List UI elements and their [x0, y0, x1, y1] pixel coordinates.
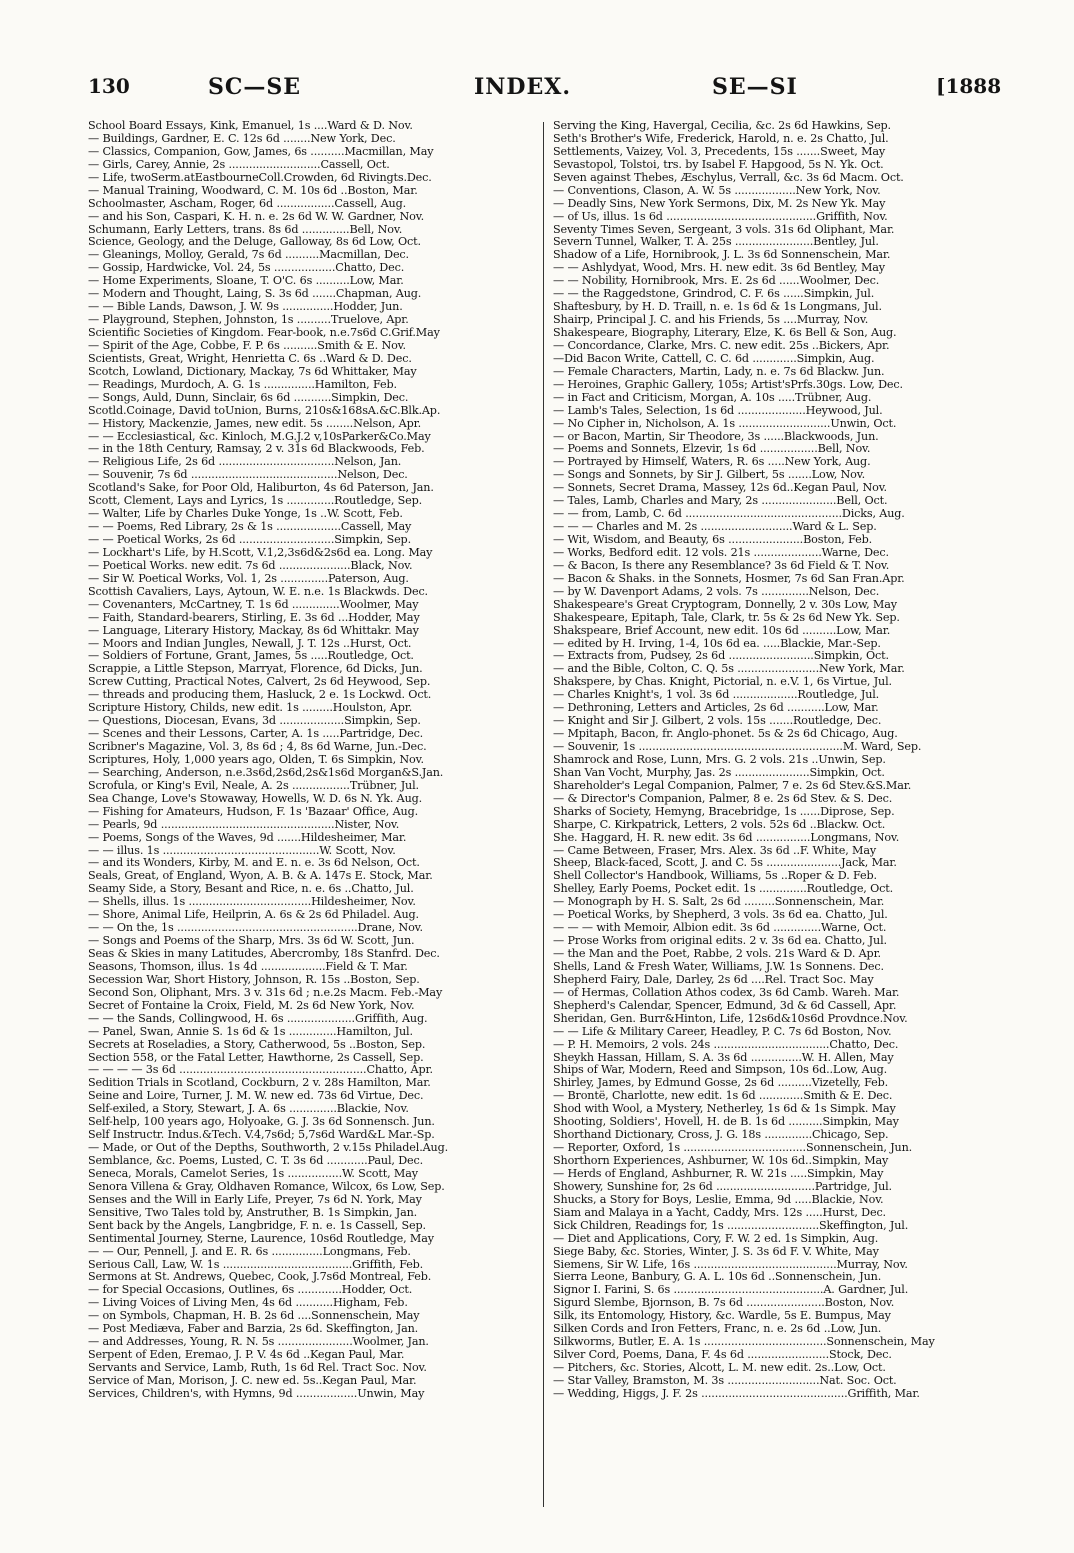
index-entry: — Playground, Stephen, Johnston, 1s ..........Truelove, Apr.: [88, 314, 409, 327]
index-entry: Screw Cutting, Practical Notes, Calvert, 2s 6d Heywood, Sep.: [88, 676, 431, 689]
index-entry: Sheep, Black-faced, Scott, J. and C. 5s ......................Jack, Mar.: [553, 857, 897, 870]
index-entry: Shorthorn Experiences, Ashburner, W. 10s 6d..Simpkin, May: [553, 1155, 889, 1167]
index-entry: Shooting, Soldiers', Hovell, H. de B. 1s 6d ..........Simpkin, May: [553, 1116, 899, 1129]
index-entry: — No Cipher in, Nicholson, A. 1s ...........................Unwin, Oct.: [553, 417, 897, 430]
index-entry: — Made, or Out of the Depths, Southworth, 2 v.15s Philadel.Aug.: [88, 1142, 449, 1155]
index-entry: Scientific Societies of Kingdom. Fear-book, n.e.7s6d C.Grif.May: [88, 327, 440, 339]
index-entry: — Gleanings, Molloy, Gerald, 7s 6d ..........Macmillan, Dec.: [88, 249, 409, 262]
column-divider: [543, 122, 544, 1507]
index-entry: — Shells, illus. 1s ....................................Hildesheimer, Nov.: [88, 896, 416, 909]
index-entry: — — Ashlydyat, Wood, Mrs. H. new edit. 3s 6d Bentley, May: [553, 262, 885, 275]
index-entry: — Pearls, 9d ...................................................Nister, Nov.: [88, 818, 400, 831]
index-entry: Shepherd Fairy, Dale, Darley, 2s 6d ....Rel. Tract Soc. May: [553, 973, 874, 986]
index-entry: — Religious Life, 2s 6d ..................................Nelson, Jan.: [88, 456, 402, 469]
index-entry: Self Instructr. Indus.&Tech. V.4,7s6d; 5,7s6d Ward&L Mar.-Sp.: [88, 1129, 435, 1142]
index-entry: — Brontë, Charlotte, new edit. 1s 6d .............Smith & E. Dec.: [553, 1090, 893, 1103]
index-entry: — and Addresses, Young, R. N. 5s ......................Woolmer, Jan.: [88, 1336, 429, 1349]
index-entry: Service of Man, Morison, J. C. new ed. 5s..Kegan Paul, Mar.: [88, 1374, 417, 1387]
index-entry: — Works, Bedford edit. 12 vols. 21s ....................Warne, Dec.: [553, 546, 889, 559]
index-entry: Seasons, Thomson, illus. 1s 4d ...................Field & T. Mar.: [88, 960, 408, 973]
index-entry: — Girls, Carey, Annie, 2s ...........................Cassell, Oct.: [88, 158, 390, 171]
index-entry: Sentimental Journey, Sterne, Laurence, 10s6d Routledge, May: [88, 1232, 434, 1245]
index-entry: She. Haggard, H. R. new edit. 3s 6d ................Longmans, Nov.: [553, 831, 900, 844]
index-entry: Siege Baby, &c. Stories, Winter, J. S. 3s 6d F. V. White, May: [553, 1245, 879, 1258]
index-entry: Shelley, Early Poems, Pocket edit. 1s ..............Routledge, Oct.: [553, 883, 893, 896]
index-entry: — Lockhart's Life, by H.Scott, V.1,2,3s6d&2s6d ea. Long. May: [88, 546, 433, 559]
index-entry: — Lamb's Tales, Selection, 1s 6d ....................Heywood, Jul.: [553, 404, 883, 417]
index-entry: — for Special Occasions, Outlines, 6s .............Hodder, Oct.: [88, 1284, 413, 1297]
index-entry: Sharks of Society, Hemyng, Bracebridge, 1s ......Diprose, Sep.: [553, 805, 895, 818]
index-entry: Shadow of a Life, Hornibrook, J. L. 3s 6d Sonnenschein, Mar.: [553, 249, 891, 262]
index-entry: Silkworms, Butler, E. A. 1s ....................................Sonnenschein, May: [553, 1336, 935, 1349]
index-entry: Scrofula, or King's Evil, Neale, A. 2s .................Trübner, Jul.: [88, 779, 419, 792]
index-entry: Sensitive, Two Tales told by, Anstruther, B. 1s Simpkin, Jan.: [88, 1206, 418, 1219]
index-entry: Scott, Clement, Lays and Lyrics, 1s ..............Routledge, Sep.: [88, 495, 423, 508]
index-entry: Sheykh Hassan, Hillam, S. A. 3s 6d ...............W. H. Allen, May: [553, 1051, 894, 1064]
index-entry: Shareholder's Legal Companion, Palmer, 7 e. 2s 6d Stev.&S.Mar.: [553, 779, 912, 792]
index-entry: Seventy Times Seven, Sergeant, 3 vols. 31s 6d Oliphant, Mar.: [553, 223, 895, 236]
index-entry: — edited by H. Irving, 1-4, 10s 6d ea. .....Blackie, Mar.-Sep.: [553, 637, 881, 650]
left-range-heading: SC—SE: [208, 74, 302, 100]
index-entry: — — Life & Military Career, Headley, P. C. 7s 6d Boston, Nov.: [553, 1025, 892, 1038]
index-entry: — Walter, Life by Charles Duke Yonge, 1s ..W. Scott, Feb.: [88, 508, 403, 521]
index-entry: Seas & Skies in many Latitudes, Abercromby, 18s Stanfrd. Dec.: [88, 948, 440, 960]
index-entry: — P. H. Memoirs, 2 vols. 24s ..................................Chatto, Dec.: [553, 1038, 899, 1051]
index-entry: — Panel, Swan, Annie S. 1s 6d & 1s ..............Hamilton, Jul.: [88, 1025, 413, 1038]
index-entry: Shucks, a Story for Boys, Leslie, Emma, 9d .....Blackie, Nov.: [553, 1193, 884, 1206]
index-entry: Second Son, Oliphant, Mrs. 3 v. 31s 6d ; n.e.2s Macm. Feb.-May: [88, 986, 443, 999]
index-entry: — Wedding, Higgs, J. F. 2s ...........................................Griffith, Mar.: [553, 1387, 920, 1400]
index-entry: — by W. Davenport Adams, 2 vols. 7s ..............Nelson, Dec.: [553, 585, 880, 598]
index-entry: — Buildings, Gardner, E. C. 12s 6d ........New York, Dec.: [88, 132, 396, 145]
index-entry: — Life, twoSerm.atEastbourneColl.Crowden, 6d Rivingts.Dec.: [88, 171, 432, 184]
index-entry: — — from, Lamb, C. 6d ..............................................Dicks, Aug.: [553, 508, 905, 521]
index-entry: — Spirit of the Age, Cobbe, F. P. 6s ..........Smith & E. Nov.: [88, 339, 406, 352]
index-entry: Severn Tunnel, Walker, T. A. 25s .......................Bentley, Jul.: [553, 236, 879, 249]
index-entry: Shaftesbury, by H. D. Traill, n. e. 1s 6d & 1s Longmans, Jul.: [553, 301, 882, 314]
index-entry: — Poetical Works. new edit. 7s 6d .....................Black, Nov.: [88, 559, 413, 572]
index-entry: — Readings, Murdoch, A. G. 1s ...............Hamilton, Feb.: [88, 378, 397, 391]
index-entry: Scribner's Magazine, Vol. 3, 8s 6d ; 4, 8s 6d Warne, Jun.-Dec.: [88, 741, 427, 753]
index-entry: — Post Mediæva, Faber and Barzia, 2s 6d. Skeffington, Jan.: [88, 1323, 419, 1336]
index-entry: — Star Valley, Bramston, M. 3s ...........................Nat. Soc. Oct.: [553, 1374, 897, 1387]
index-entry: — of Hermas, Collation Athos codex, 3s 6d Camb. Wareh. Mar.: [553, 986, 900, 999]
index-entry: — Covenanters, McCartney, T. 1s 6d ..............Woolmer, May: [88, 598, 419, 611]
index-entry: — Wit, Wisdom, and Beauty, 6s ......................Boston, Feb.: [553, 534, 873, 546]
index-entry: — Pitchers, &c. Stories, Alcott, L. M. new edit. 2s..Low, Oct.: [553, 1362, 886, 1374]
index-entry: — Sonnets, Secret Drama, Massey, 12s 6d..Kegan Paul, Nov.: [553, 482, 887, 495]
index-entry: Seine and Loire, Turner, J. M. W. new ed. 73s 6d Virtue, Dec.: [88, 1090, 424, 1103]
index-entry: — on Symbols, Chapman, H. B. 2s 6d ....Sonnenschein, May: [88, 1310, 420, 1323]
index-entry: — and its Wonders, Kirby, M. and E. n. e. 3s 6d Nelson, Oct.: [88, 857, 420, 870]
index-entry: Scotld.Coinage, David toUnion, Burns, 210s&168sA.&C.Blk.Ap.: [88, 404, 441, 417]
index-entry: Semblance, &c. Poems, Lusted, C. T. 3s 6d ............Paul, Dec.: [88, 1155, 424, 1167]
index-entry: — Home Experiments, Sloane, T. O'C. 6s ..........Low, Mar.: [88, 275, 404, 288]
index-entry: Scripture History, Childs, new edit. 1s .........Houlston, Apr.: [88, 702, 413, 715]
index-entry: Shakespeare, Epitaph, Tale, Clark, tr. 5s & 2s 6d New Yk. Sep.: [553, 611, 900, 624]
index-entry: Shirley, James, by Edmund Gosse, 2s 6d ..........Vizetelly, Feb.: [553, 1077, 889, 1090]
index-entry: Shan Van Vocht, Murphy, Jas. 2s ......................Simpkin, Oct.: [553, 766, 885, 779]
index-entry: Self-exiled, a Story, Stewart, J. A. 6s ..............Blackie, Nov.: [88, 1103, 409, 1116]
index-entry: Showery, Sunshine for, 2s 6d .............................Partridge, Jul.: [553, 1180, 892, 1193]
index-entry: — & Director's Companion, Palmer, 8 e. 2s 6d Stev. & S. Dec.: [553, 792, 893, 805]
index-entry: Shakspeare, Brief Account, new edit. 10s 6d ..........Low, Mar.: [553, 624, 891, 637]
index-entry: Siemens, Sir W. Life, 16s ..........................................Murray, Nov.: [553, 1258, 908, 1271]
index-entry: — Scenes and their Lessons, Carter, A. 1s .....Partridge, Dec.: [88, 728, 424, 741]
index-entry: — Mpitaph, Bacon, fr. Anglo-phonet. 5s & 2s 6d Chicago, Aug.: [553, 728, 898, 741]
index-entry: —Did Bacon Write, Cattell, C. C. 6d .............Simpkin, Aug.: [553, 352, 875, 365]
index-entry: — — On the, 1s .....................................................Drane, Nov.: [88, 922, 423, 935]
index-entry: — Extracts from, Pudsey, 2s 6d .........................Simpkin, Oct.: [553, 650, 889, 663]
index-entry: — Diet and Applications, Cory, F. W. 2 ed. 1s Simpkin, Aug.: [553, 1232, 879, 1245]
index-entry: Scotland's Sake, for Poor Old, Haliburton, 4s 6d Paterson, Jan.: [88, 482, 434, 495]
index-entry: — Fishing for Amateurs, Hudson, F. 1s 'Bazaar' Office, Aug.: [88, 805, 419, 818]
index-entry: — Poetical Works, by Shepherd, 3 vols. 3s 6d ea. Chatto, Jul.: [553, 909, 888, 922]
index-entry: — Concordance, Clarke, Mrs. C. new edit. 25s ..Bickers, Apr.: [553, 339, 890, 352]
index-entry: Silken Cords and Iron Fetters, Franc, n. e. 2s 6d ..Low, Jun.: [553, 1323, 882, 1336]
index-entry: Shells, Land & Fresh Water, Williams, J.W. 1s Sonnens. Dec.: [553, 960, 884, 973]
index-entry: — — Bible Lands, Dawson, J. W. 9s ...............Hodder, Jun.: [88, 301, 403, 314]
index-entry: — Deadly Sins, New York Sermons, Dix, M. 2s New Yk. May: [553, 197, 886, 210]
index-entry: Seven against Thebes, Æschylus, Verrall, &c. 3s 6d Macm. Oct.: [553, 171, 904, 184]
index-entry: — Poems, Songs of the Waves, 9d .......Hildesheimer, Mar.: [88, 831, 407, 844]
index-entry: — Modern and Thought, Laing, S. 3s 6d .......Chapman, Aug.: [88, 288, 422, 301]
index-entry: — Living Voices of Living Men, 4s 6d ...........Higham, Feb.: [88, 1297, 408, 1310]
index-entry: — Souvenir, 1s ............................................................M. Ward, Sep.: [553, 741, 922, 753]
index-entry: Shakespeare, Biography, Literary, Elze, K. 6s Bell & Son, Aug.: [553, 327, 897, 339]
index-entry: Scrappie, a Little Stepson, Marryat, Florence, 6d Dicks, Jun.: [88, 663, 423, 676]
index-entry: Secret of Fontaine la Croix, Field, M. 2s 6d New York, Nov.: [88, 999, 415, 1012]
index-entry: — Language, Literary History, Mackay, 8s 6d Whittakr. May: [88, 624, 419, 637]
index-entry: — — Poems, Red Library, 2s & 1s ...................Cassell, May: [88, 521, 412, 534]
index-entry: — in Fact and Criticism, Morgan, A. 10s .....Trübner, Aug.: [553, 391, 872, 404]
index-entry: Sigurd Slembe, Bjornson, B. 7s 6d .......................Boston, Nov.: [553, 1297, 895, 1310]
index-entry: — History, Mackenzie, James, new edit. 5s ........Nelson, Apr.: [88, 417, 421, 430]
right-range-heading: SE—SI: [712, 74, 798, 100]
index-entry: — threads and producing them, Hasluck, 2 e. 1s Lockwd. Oct.: [88, 689, 432, 702]
left-index-column: [88, 120, 543, 1520]
index-entry: Seneca, Morals, Camelot Series, 1s ................W. Scott, May: [88, 1167, 418, 1180]
index-entry: — — Our, Pennell, J. and E. R. 6s ...............Longmans, Feb.: [88, 1245, 411, 1258]
index-entry: Shell Collector's Handbook, Williams, 5s ..Roper & D. Feb.: [553, 870, 877, 883]
index-entry: Settlements, Vaizey, Vol. 3, Precedents, 15s .......Sweet, May: [553, 145, 886, 158]
index-entry: — Portrayed by Himself, Waters, R. 6s .....New York, Aug.: [553, 456, 871, 469]
index-entry: — Songs and Poems of the Sharp, Mrs. 3s 6d W. Scott, Jun.: [88, 935, 415, 948]
index-entry: — — Ecclesiastical, &c. Kinloch, M.G.J.2 v,10sParker&Co.May: [88, 430, 431, 443]
index-entry: Shamrock and Rose, Lunn, Mrs. G. 2 vols. 21s ..Unwin, Sep.: [553, 753, 886, 766]
index-entry: — Female Characters, Martin, Lady, n. e. 7s 6d Blackw. Jun.: [553, 365, 885, 378]
index-entry: — Dethroning, Letters and Articles, 2s 6d ...........Low, Mar.: [553, 702, 879, 715]
index-entry: Seamy Side, a Story, Besant and Rice, n. e. 6s ..Chatto, Jul.: [88, 883, 414, 896]
index-entry: — — the Raggedstone, Grindrod, C. F. 6s ......Simpkin, Jul.: [553, 288, 875, 301]
index-entry: — & Bacon, Is there any Resemblance? 3s 6d Field & T. Nov.: [553, 559, 890, 572]
index-entry: Sierra Leone, Banbury, G. A. L. 10s 6d ..Sonnenschein, Jun.: [553, 1271, 882, 1284]
index-entry: Sevastopol, Tolstoi, trs. by Isabel F. Hapgood, 5s N. Yk. Oct.: [553, 158, 884, 171]
index-entry: Sermons at St. Andrews, Quebec, Cook, J.7s6d Montreal, Feb.: [88, 1271, 432, 1284]
index-entry: Sent back by the Angels, Langbridge, F. n. e. 1s Cassell, Sep.: [88, 1219, 426, 1232]
index-entry: — Prose Works from original edits. 2 v. 3s 6d ea. Chatto, Jul.: [553, 935, 887, 948]
index-entry: — Manual Training, Woodward, C. M. 10s 6d ..Boston, Mar.: [88, 184, 418, 197]
index-entry: Shairp, Principal J. C. and his Friends, 5s ....Murray, Nov.: [553, 314, 869, 327]
index-entry: Scottish Cavaliers, Lays, Aytoun, W. E. n.e. 1s Blackwds. Dec.: [88, 585, 428, 598]
year-label: [1888: [936, 74, 1002, 98]
index-entry: Sharpe, C. Kirkpatrick, Letters, 2 vols. 52s 6d ..Blackw. Oct.: [553, 818, 886, 831]
index-entry: Shakespeare's Great Cryptogram, Donnelly, 2 v. 30s Low, May: [553, 598, 897, 611]
index-entry: Serving the King, Havergal, Cecilia, &c. 2s 6d Hawkins, Sep.: [553, 120, 891, 132]
index-entry: Schumann, Early Letters, trans. 8s 6d ..............Bell, Nov.: [88, 223, 403, 236]
index-entry: Scotch, Lowland, Dictionary, Mackay, 7s 6d Whittaker, May: [88, 365, 417, 378]
page-title: INDEX.: [474, 74, 571, 100]
index-entry: — the Man and the Poet, Rabbe, 2 vols. 21s Ward & D. Apr.: [553, 948, 881, 960]
index-entry: Secession War, Short History, Johnson, R. 15s ..Boston, Sep.: [88, 973, 420, 986]
index-entry: Shepherd's Calendar, Spencer, Edmund, 3d & 6d Cassell, Apr.: [553, 999, 897, 1012]
index-entry: Section 558, or the Fatal Letter, Hawthorne, 2s Cassell, Sep.: [88, 1051, 424, 1064]
index-entry: — Gossip, Hardwicke, Vol. 24, 5s ..................Chatto, Dec.: [88, 262, 405, 275]
index-entry: — — — Charles and M. 2s ...........................Ward & L. Sep.: [553, 521, 877, 534]
index-entry: Sheridan, Gen. Burr&Hinton, Life, 12s6d&10s6d Provdnce.Nov.: [553, 1012, 908, 1025]
index-entry: — Bacon & Shaks. in the Sonnets, Hosmer, 7s 6d San Fran.Apr.: [553, 572, 905, 585]
index-entry: Siam and Malaya in a Yacht, Caddy, Mrs. 12s .....Hurst, Dec.: [553, 1206, 886, 1219]
page-header: [88, 74, 1018, 108]
index-entry: — Charles Knight's, 1 vol. 3s 6d ...................Routledge, Jul.: [553, 689, 880, 702]
index-entry: — Classics, Companion, Gow, James, 6s ..........Macmillan, May: [88, 145, 434, 158]
index-entry: — Sir W. Poetical Works, Vol. 1, 2s ..............Paterson, Aug.: [88, 572, 409, 585]
index-entry: — Herds of England, Ashburner, R. W. 21s .....Simpkin, May: [553, 1167, 884, 1180]
index-entry: Secrets at Roseladies, a Story, Catherwood, 5s ..Boston, Sep.: [88, 1038, 426, 1051]
index-entry: — and his Son, Caspari, K. H. n. e. 2s 6d W. W. Gardner, Nov.: [88, 210, 425, 223]
index-entry: — — — with Memoir, Albion edit. 3s 6d ..............Warne, Oct.: [553, 922, 887, 935]
index-entry: — Reporter, Oxford, 1s ....................................Sonnenschein, Jun.: [553, 1142, 913, 1155]
index-entry: — Shore, Animal Life, Heilprin, A. 6s & 2s 6d Philadel. Aug.: [88, 909, 419, 922]
index-entry: — — the Sands, Collingwood, H. 6s ....................Griffith, Aug.: [88, 1012, 428, 1025]
index-entry: — in the 18th Century, Ramsay, 2 v. 31s 6d Blackwoods, Feb.: [88, 443, 425, 456]
index-entry: Services, Children's, with Hymns, 9d ..................Unwin, May: [88, 1387, 425, 1400]
index-entry: — Conventions, Clason, A. W. 5s ..................New York, Nov.: [553, 184, 881, 197]
index-entry: — Songs and Sonnets, by Sir J. Gilbert, 5s .......Low, Nov.: [553, 469, 865, 482]
index-entry: Shod with Wool, a Mystery, Netherley, 1s 6d & 1s Simpk. May: [553, 1103, 896, 1116]
index-entry: — Souvenir, 7s 6d ...........................................Nelson, Dec.: [88, 469, 408, 482]
index-entry: Signor I. Farini, S. 6s ............................................A. Gardner, Jul.: [553, 1284, 909, 1297]
index-entry: — — illus. 1s ..............................................W. Scott, Nov.: [88, 844, 396, 857]
page-number: 130: [88, 74, 130, 98]
index-entry: Sedition Trials in Scotland, Cockburn, 2 v. 28s Hamilton, Mar.: [88, 1077, 431, 1090]
index-entry: Seals, Great, of England, Wyon, A. B. & A. 147s E. Stock, Mar.: [88, 870, 433, 883]
index-entry: Serpent of Eden, Eremao, J. P. V. 4s 6d ..Kegan Paul, Mar.: [88, 1349, 405, 1362]
index-entry: Senora Villena & Gray, Oldhaven Romance, Wilcox, 6s Low, Sep.: [88, 1180, 445, 1193]
index-entry: Servants and Service, Lamb, Ruth, 1s 6d Rel. Tract Soc. Nov.: [88, 1362, 427, 1374]
index-entry: — Heroines, Graphic Gallery, 105s; Artist'sPrfs.30gs. Low, Dec.: [553, 378, 903, 391]
index-entry: — Questions, Diocesan, Evans, 3d ...................Simpkin, Sep.: [88, 715, 421, 728]
index-entry: Shorthand Dictionary, Cross, J. G. 18s ..............Chicago, Sep.: [553, 1129, 889, 1142]
index-entry: Scientists, Great, Wright, Henrietta C. 6s ..Ward & D. Dec.: [88, 352, 412, 365]
index-entry: Silver Cord, Poems, Dana, F. 4s 6d ........................Stock, Dec.: [553, 1349, 892, 1362]
index-entry: — Soldiers of Fortune, Grant, James, 5s .....Routledge, Oct.: [88, 650, 414, 663]
index-entry: — — — — 3s 6d .......................................................Chatto, Apr.: [88, 1064, 433, 1077]
index-entry: — — Poetical Works, 2s 6d ............................Simpkin, Sep.: [88, 534, 411, 546]
index-entry: Shakspere, by Chas. Knight, Pictorial, n. e.V. 1, 6s Virtue, Jul.: [553, 676, 892, 689]
index-entry: Serious Call, Law, W. 1s ......................................Griffith, Feb.: [88, 1258, 424, 1271]
index-entry: Self-help, 100 years ago, Holyoake, G. J. 3s 6d Sonnensch. Jun.: [88, 1116, 435, 1129]
index-entry: Senses and the Will in Early Life, Preyer, 7s 6d N. York, May: [88, 1193, 422, 1206]
index-entry: — Knight and Sir J. Gilbert, 2 vols. 15s .......Routledge, Dec.: [553, 715, 882, 728]
index-entry: School Board Essays, Kink, Emanuel, 1s ....Ward & D. Nov.: [88, 120, 413, 132]
index-entry: — of Us, illus. 1s 6d ............................................Griffith, Nov.: [553, 210, 888, 223]
right-index-column: [553, 120, 1008, 1520]
index-entry: — Songs, Auld, Dunn, Sinclair, 6s 6d ...........Simpkin, Dec.: [88, 391, 409, 404]
index-entry: Schoolmaster, Ascham, Roger, 6d .................Cassell, Aug.: [88, 197, 406, 210]
index-entry: — Searching, Anderson, n.e.3s6d,2s6d,2s&1s6d Morgan&S.Jan.: [88, 766, 444, 779]
index-entry: — Tales, Lamb, Charles and Mary, 2s ......................Bell, Oct.: [553, 495, 888, 508]
index-entry: — or Bacon, Martin, Sir Theodore, 3s ......Blackwoods, Jun.: [553, 430, 879, 443]
index-entry: — Moors and Indian Jungles, Newall, J. T. 12s ..Hurst, Oct.: [88, 637, 412, 650]
index-entry: Scriptures, Holy, 1,000 years ago, Olden, T. 6s Simpkin, Nov.: [88, 753, 424, 766]
index-entry: Sick Children, Readings for, 1s ...........................Skeffington, Jul.: [553, 1219, 909, 1232]
index-entry: Science, Geology, and the Deluge, Galloway, 8s 6d Low, Oct.: [88, 236, 421, 249]
index-entry: — Monograph by H. S. Salt, 2s 6d .........Sonnenschein, Mar.: [553, 896, 885, 909]
index-entry: — Poems and Sonnets, Elzevir, 1s 6d .................Bell, Nov.: [553, 443, 871, 456]
index-entry: Sea Change, Love's Stowaway, Howells, W. D. 6s N. Yk. Aug.: [88, 792, 423, 805]
index-entry: — Came Between, Fraser, Mrs. Alex. 3s 6d ..F. White, May: [553, 844, 877, 857]
index-entry: — — Nobility, Hornibrook, Mrs. E. 2s 6d ......Woolmer, Dec.: [553, 275, 880, 288]
index-entry: Silk, its Entomology, History, &c. Wardle, 5s E. Bumpus, May: [553, 1310, 891, 1323]
index-entry: Seth's Brother's Wife, Frederick, Harold, n. e. 2s Chatto, Jul.: [553, 132, 889, 145]
index-entry: Ships of War, Modern, Reed and Simpson, 10s 6d..Low, Aug.: [553, 1064, 888, 1077]
index-entry: — and the Bible, Colton, C. Q. 5s ........................New York, Mar.: [553, 663, 905, 676]
index-entry: — Faith, Standard-bearers, Stirling, E. 3s 6d ...Hodder, May: [88, 611, 420, 624]
